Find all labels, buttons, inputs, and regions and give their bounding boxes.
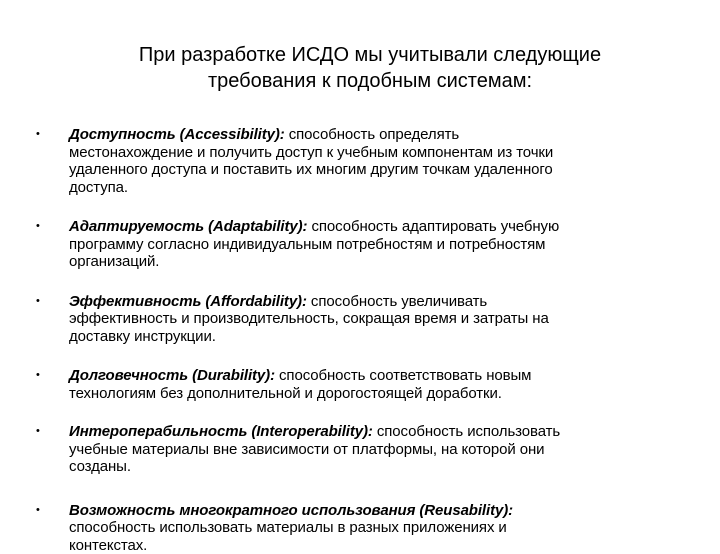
requirement-item-affordability	[36, 293, 696, 346]
requirement-text: способность определять	[285, 126, 459, 143]
requirement-first-line	[69, 293, 696, 311]
requirement-text-line: созданы.	[69, 458, 696, 476]
requirement-term: Адаптируемость (Adaptability):	[69, 218, 307, 235]
requirement-term: Интероперабильность (Interoperability):	[69, 423, 373, 440]
requirement-text-line: программу согласно индивидуальным потребностям и потребностям	[69, 236, 696, 254]
requirement-item-interoperability	[36, 423, 696, 476]
requirement-text-line: эффективность и производительность, сокращая время и затраты на	[69, 310, 696, 328]
requirement-term: Возможность многократного использования (Reusability):	[69, 502, 513, 519]
requirement-text: способность адаптировать учебную	[307, 218, 559, 235]
requirement-item-accessibility	[36, 126, 696, 196]
requirement-first-line	[69, 367, 696, 385]
requirements-list	[36, 126, 696, 554]
bullet-icon: •	[36, 502, 40, 520]
requirement-term: Доступность (Accessibility):	[69, 126, 285, 143]
requirement-first-line	[69, 502, 696, 520]
requirement-text-line: местонахождение и получить доступ к учебным компонентам из точки	[69, 144, 696, 162]
requirement-text-line: доступа.	[69, 179, 696, 197]
requirement-item-adaptability	[36, 218, 696, 271]
slide-title	[60, 42, 680, 94]
requirement-text-line: организаций.	[69, 253, 696, 271]
requirement-text-line: способность использовать материалы в разных приложениях и	[69, 519, 696, 537]
slide-title-line-1: При разработке ИСДО мы учитывали следующие	[60, 42, 680, 68]
slide-title-line-2: требования к подобным системам:	[60, 68, 680, 94]
bullet-icon: •	[36, 126, 40, 144]
requirement-text-line: технологиям без дополнительной и дорогостоящей доработки.	[69, 385, 696, 403]
bullet-icon: •	[36, 367, 40, 385]
requirement-text-line: доставку инструкции.	[69, 328, 696, 346]
requirement-text: способность соответствовать новым	[275, 367, 531, 384]
requirement-first-line	[69, 423, 696, 441]
requirement-text-line: контекстах.	[69, 537, 696, 554]
requirement-first-line	[69, 126, 696, 144]
requirement-text: способность использовать	[373, 423, 560, 440]
requirement-text-line: учебные материалы вне зависимости от платформы, на которой они	[69, 441, 696, 459]
requirement-text: способность увеличивать	[307, 293, 487, 310]
bullet-icon: •	[36, 293, 40, 311]
requirement-item-reusability	[36, 502, 696, 554]
requirement-text-line: удаленного доступа и поставить их многим другим точкам удаленного	[69, 161, 696, 179]
requirement-item-durability	[36, 367, 696, 402]
bullet-icon: •	[36, 218, 40, 236]
bullet-icon: •	[36, 423, 40, 441]
requirement-term: Долговечность (Durability):	[69, 367, 275, 384]
requirement-term: Эффективность (Affordability):	[69, 293, 307, 310]
requirement-first-line	[69, 218, 696, 236]
